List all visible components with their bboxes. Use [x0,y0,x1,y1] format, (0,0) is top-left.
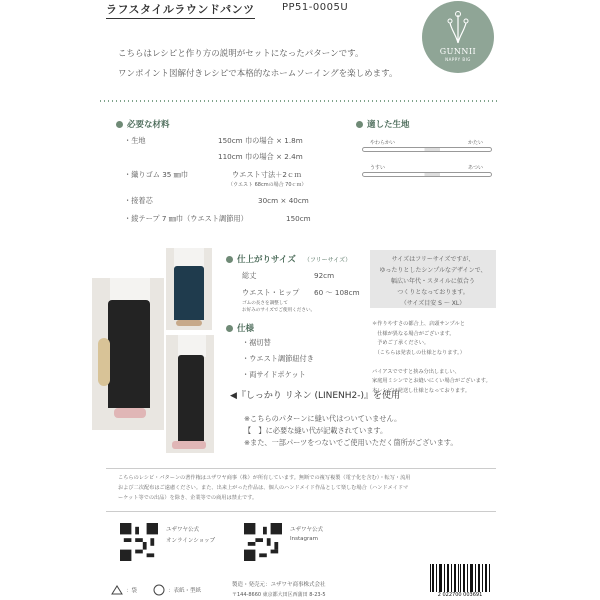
paper-recycle-icon [152,584,166,596]
bullet-icon [226,325,233,332]
elastic-value: ウエスト寸法＋2ｃｍ [232,170,302,179]
thin-label: うすい [370,165,386,171]
online-shop-qr-code[interactable] [120,523,158,561]
softness-scale [362,147,492,152]
bag-label: ：袋 [126,588,138,594]
waist-value: 60 ～ 108cm [314,288,360,297]
model-photo-side [166,335,214,453]
copyright-notice: こちらのレシピ・パターンの著作権はユザワヤ商事（株）が所有しています。無断での複写複製（電子化を含む）・転写・流用 および二次配布はご遠慮ください。また、出来上がった作品は、個人のハンドメイド作品として楽しむ場合（ハンドメイドマ ーケット等での出品）を除き、企業等での商用は禁止です。 [106,468,496,512]
maker-text: 製造・発売元：ユザワヤ商事株式会社 [232,582,326,588]
spec-heading: 仕様 [226,322,254,334]
side-notes: ＊作りやすさの都合上、店頭サンプルと 仕様が異なる場合がございます。 予めご了承ください。 （こちらは発表しの仕様となります。） バイアスでですと挟み分出しましい、 家庭用ミシンでとお縫いにくい場合がございます。 本レシピは発送し仕様となっております。 [372,321,491,394]
pattern-note: ※また、一部パーツをつないでご使用いただく箇所がございます。 [244,438,458,447]
interfacing-label: ・接着芯 [124,196,153,205]
soft-label: やわらかい [370,140,396,146]
spec-item: ・裾切替 [242,338,271,347]
intro-text [118,44,397,84]
thick-label: あつい [468,165,484,171]
pattern-note: 【 】に必要な縫い代が記載されています。 [244,426,388,435]
tape-label: ・綾テープ 7 ㎜巾（ウエスト調節用） [124,214,248,223]
thickness-scale [362,172,492,177]
instagram-qr-code[interactable] [244,523,282,561]
size-note: ゴムの長さを調整して お好みのサイズでご使用ください。 [242,301,316,313]
fabric-150: 150cm 巾の場合 × 1.8m [218,136,303,145]
logo-sub-text: NAPPY BIG [445,57,471,62]
brand-logo [422,1,494,73]
product-code: PP51-0005U [282,2,349,13]
size-info-box [370,250,496,308]
fabric-used: ◀『しっかり リネン (LINENH2-)』を使用 [230,391,401,401]
hand-scissors-icon [444,9,472,45]
address-text: 〒144-8660 東京都大田区西蒲田 8-23-5 [232,592,326,598]
size-box-line: つくりとなっております。 [397,289,469,296]
hard-label: かたい [468,140,484,146]
tape-value: 150cm [286,214,311,223]
intro-line: ワンポイント図解付きレシピで本格的なホームソーイングを楽しめます。 [118,69,398,79]
paper-label: ：表紙・型紙 [168,588,202,594]
size-box-line: ゆったりとしたシンプルなデザインで、 [379,267,487,274]
pattern-note: ※こちらのパターンに縫い代はついていません。 [244,414,402,423]
size-box-line: サイズはフリーサイズですが、 [391,256,475,263]
size-box-line: 幅広い年代・スタイルに似合う [391,278,475,285]
interfacing-value: 30cm × 40cm [258,196,309,205]
model-photo-front [92,278,164,430]
dotted-divider [100,99,500,103]
spec-item: ・ウエスト調節紐付き [242,354,314,363]
shop-label-2: オンラインショップ [166,538,216,544]
waist-label: ウエスト・ヒップ [242,288,300,297]
insta-label-2: Instagram [290,536,318,542]
elastic-label: ・織りゴム 35 ㎜巾 [124,170,189,179]
fabric-110: 110cm 巾の場合 × 2.4m [218,152,303,161]
size-box-line: （サイズ目安 S ～ XL） [400,300,466,307]
spec-item: ・両サイドポケット [242,370,306,379]
bullet-icon [116,121,123,128]
plastic-recycle-icon [110,584,124,596]
bullet-icon [226,256,233,263]
length-label: 総丈 [242,271,257,280]
page-title: ラフスタイルラウンドパンツ [106,1,255,19]
logo-brand-text: GUNNII [439,47,477,56]
barcode-number: 2 022700 003691 [426,592,494,598]
shop-label-1: ユザワヤ公式 [166,527,200,533]
fabric-fit-heading: 適した生地 [356,118,410,130]
finished-size-heading: 仕上がりサイズ （フリーサイズ） [226,253,351,265]
bullet-icon [356,121,363,128]
length-value: 92cm [314,271,335,280]
materials-heading: 必要な材料 [116,118,170,130]
insta-label-1: ユザワヤ公式 [290,527,324,533]
model-photo-blue [166,248,212,330]
intro-line: こちらはレシピと作り方の説明がセットになったパターンです。 [118,49,364,59]
elastic-note: （ウエスト 68cmの場合 70ｃｍ） [228,182,307,188]
fabric-label: ・生地 [124,136,146,145]
